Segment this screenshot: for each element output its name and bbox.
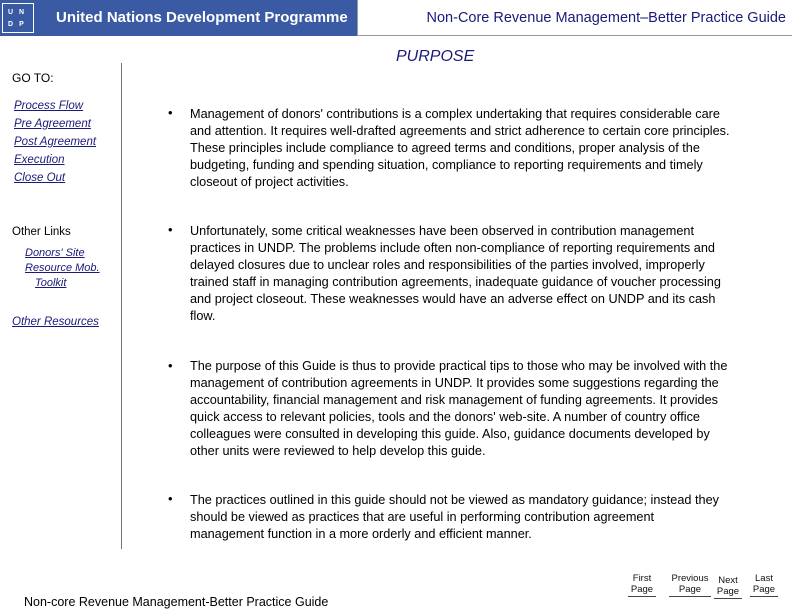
footer-text: Non-core Revenue Management-Better Practice Guide	[24, 595, 329, 609]
nav-label-bottom: Page	[628, 584, 656, 597]
link-post-agreement[interactable]: Post Agreement	[14, 136, 97, 148]
logo-letter-n: N	[18, 9, 25, 16]
link-donors-site[interactable]: Donors' Site	[25, 247, 85, 259]
other-links-label: Other Links	[12, 226, 71, 238]
guide-title: Non-Core Revenue Management–Better Practice Guide	[426, 10, 786, 26]
bullet-marker: •	[168, 491, 173, 506]
paragraph-1: Management of donors' contributions is a complex undertaking that requires considerable care and attention. It requires well-drafted agreements and strict adherence to certain core principles. These principles include compliance to agreed terms and conditions, proper analysis of the budgeting, funding and spending situation, compliance to reporting requirements and timely closeout of project activities.	[190, 107, 730, 189]
guide-title-box	[357, 0, 792, 36]
nav-label-bottom: Page	[714, 586, 742, 599]
undp-logo	[2, 3, 34, 33]
nav-label-top: Last	[755, 573, 773, 584]
nav-label-top: Next	[718, 575, 738, 586]
logo-letter-p: P	[19, 21, 24, 28]
nav-label-bottom: Page	[669, 584, 711, 597]
logo-letter-u: U	[7, 9, 14, 16]
page-title: PURPOSE	[396, 48, 475, 65]
link-pre-agreement[interactable]: Pre Agreement	[14, 118, 91, 130]
paragraph-4: The practices outlined in this guide should not be viewed as mandatory guidance; instead they should be viewed as practices that are useful in performing contribution agreement management function in a more orderly and efficient manner.	[190, 493, 719, 541]
nav-label-top: Previous	[671, 573, 709, 584]
goto-label: GO TO:	[12, 71, 54, 85]
link-resource-mob[interactable]: Resource Mob.	[25, 262, 100, 274]
nav-label-top: First	[632, 573, 652, 584]
bullet-marker: •	[168, 105, 173, 120]
link-close-out[interactable]: Close Out	[14, 172, 66, 184]
paragraph-2: Unfortunately, some critical weaknesses have been observed in contribution management practices in UNDP. The problems include often non-compliance of reporting requirements and delayed closures due to unclear roles and responsibilities of the parties involved, improperly trained staff in managing contribution agreements, inadequate guidance of voucher processing and project closeout. These weaknesses would have an adverse effect on UNDP and its cash flow.	[190, 224, 721, 323]
paragraph-3: The purpose of this Guide is thus to provide practical tips to those who may be involved with the management of contribution agreements in UNDP. It provides some suggestions regarding the accountability, financial management and risk management of funding agreements. It provides quick access to relevant policies, tools and the donors' web-site. A number of country office colleagues were consulted in developing this guide. Also, guidance documents developed by other units were reviewed to help develop this guide.	[190, 359, 728, 458]
link-toolkit[interactable]: Toolkit	[35, 277, 67, 289]
org-name: United Nations Development Programme	[56, 9, 348, 26]
sidebar-divider	[121, 63, 122, 549]
logo-letter-d: D	[7, 21, 14, 28]
first-page-button[interactable]	[628, 573, 656, 597]
previous-page-button[interactable]	[669, 573, 711, 597]
next-page-button[interactable]	[714, 575, 742, 599]
link-execution[interactable]: Execution	[14, 154, 65, 166]
link-process-flow[interactable]: Process Flow	[14, 100, 84, 112]
bullet-marker: •	[168, 222, 173, 237]
bullet-marker: •	[168, 358, 173, 373]
last-page-button[interactable]	[750, 573, 778, 597]
link-other-resources[interactable]: Other Resources	[12, 316, 99, 328]
nav-label-bottom: Page	[750, 584, 778, 597]
